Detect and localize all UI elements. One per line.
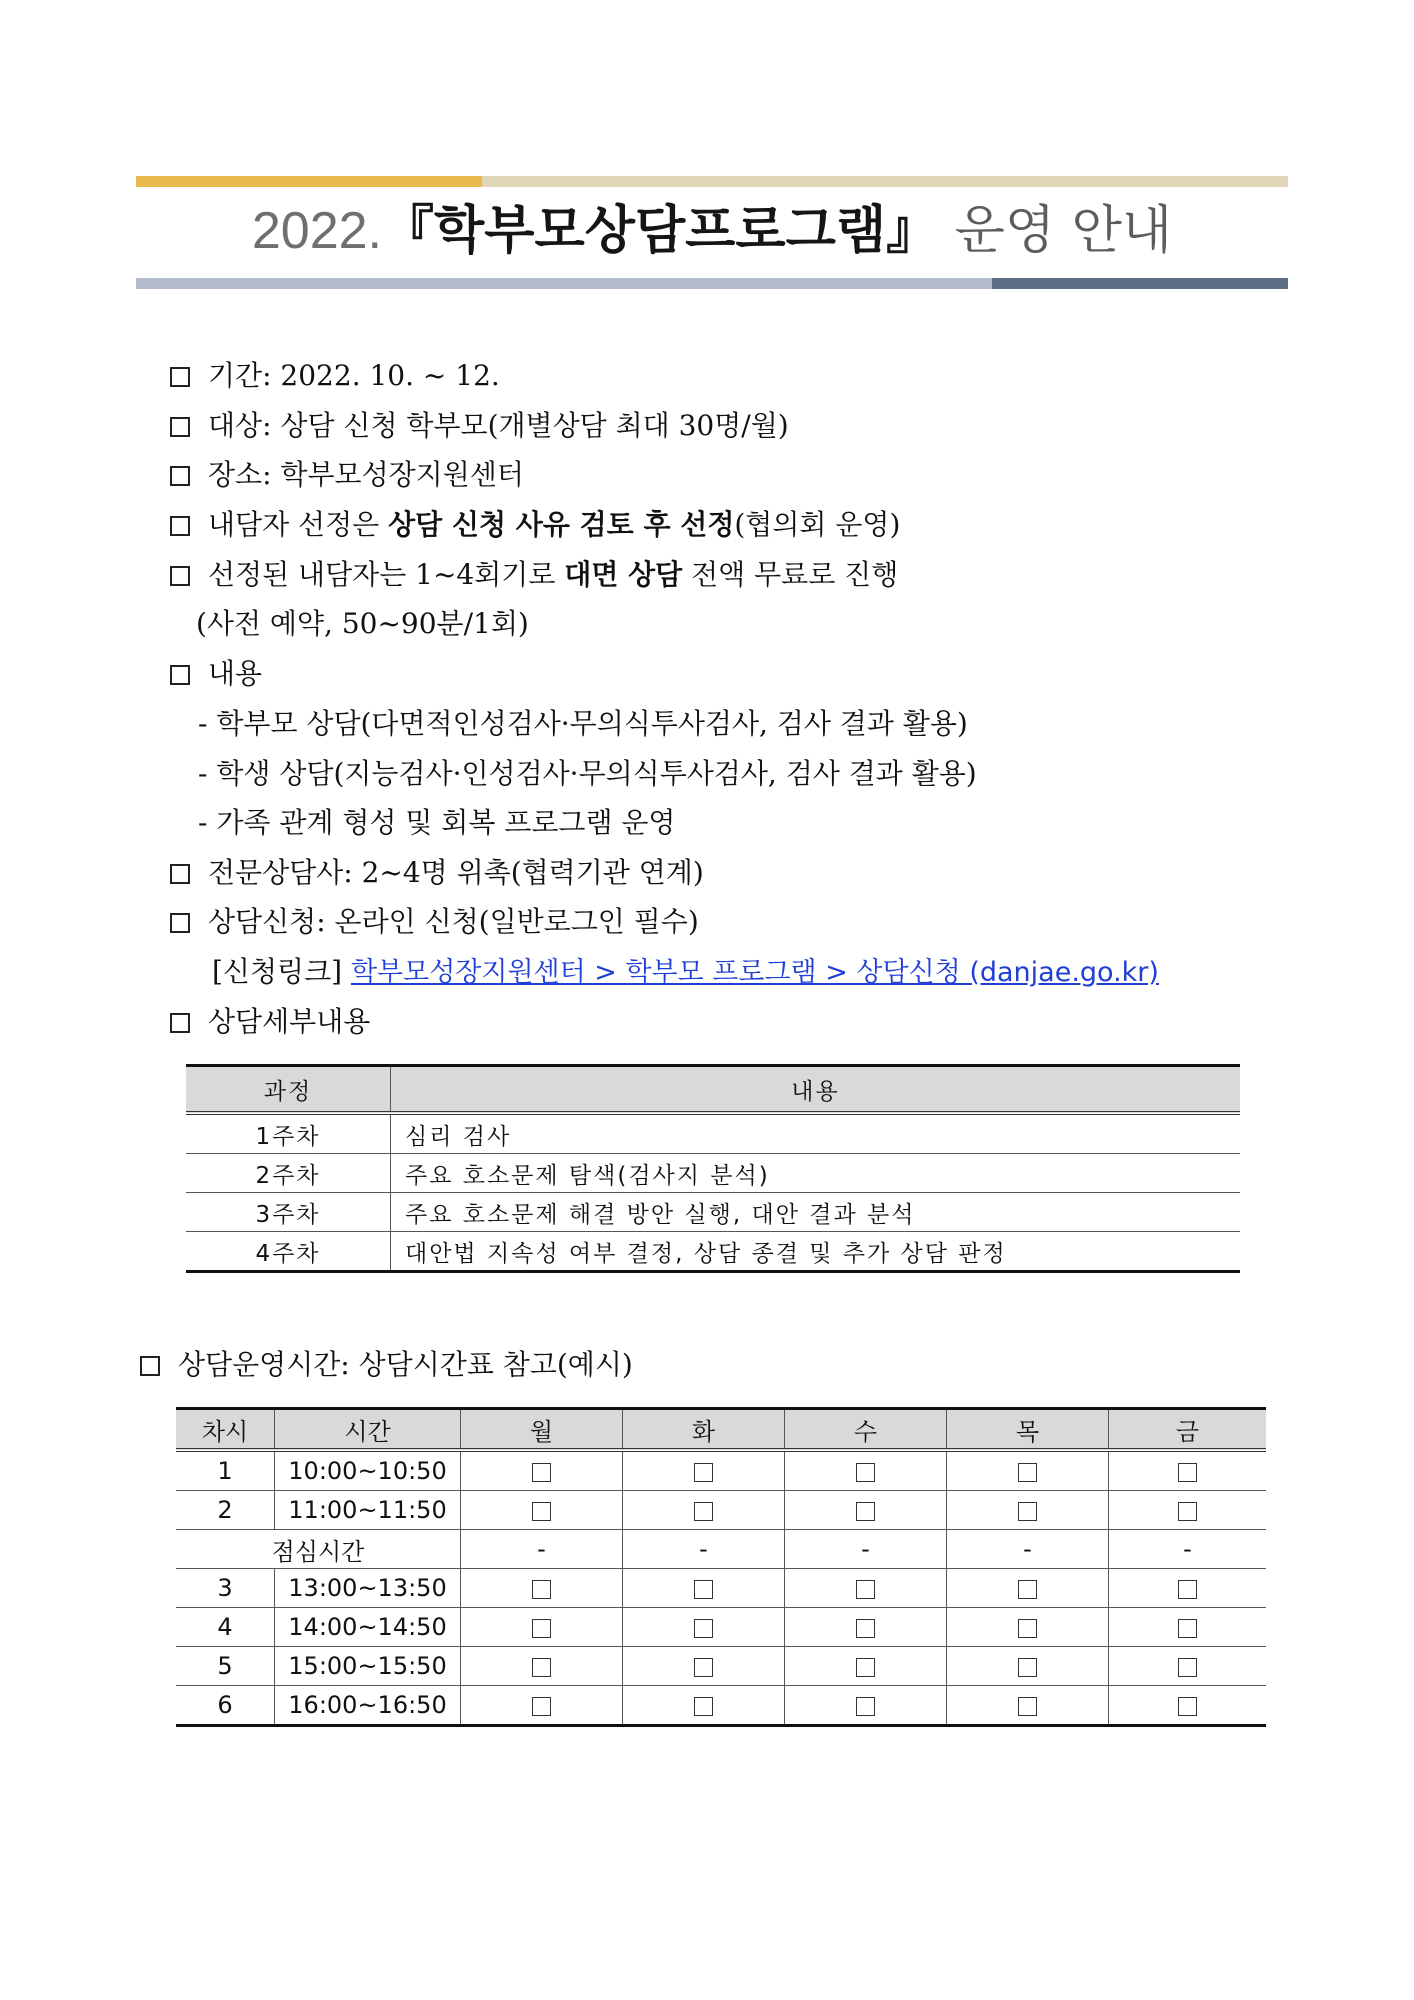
item-target: 대상: 상담 신청 학부모(개별상담 최대 30명/월) — [170, 406, 789, 446]
slot-checkbox[interactable] — [1018, 1658, 1037, 1677]
item-place: 장소: 학부모성장지원센터 — [170, 455, 524, 495]
slot-checkbox[interactable] — [1018, 1619, 1037, 1638]
content-cell: 대안법 지속성 여부 결정, 상담 종결 및 추가 상담 판정 — [391, 1232, 1241, 1272]
session-number: 5 — [176, 1647, 275, 1686]
bottom-bar-light — [136, 278, 992, 289]
content-cell: 주요 호소문제 해결 방안 실행, 대안 결과 분석 — [391, 1193, 1241, 1232]
week-cell: 1주차 — [186, 1113, 391, 1154]
item-period: 기간: 2022. 10. ~ 12. — [170, 356, 500, 396]
slot-checkbox[interactable] — [532, 1463, 551, 1482]
slot-checkbox[interactable] — [1018, 1502, 1037, 1521]
slot-checkbox[interactable] — [1178, 1658, 1197, 1677]
schedule-header — [176, 1409, 1266, 1451]
slot-checkbox[interactable] — [856, 1658, 875, 1677]
slot-checkbox[interactable] — [856, 1619, 875, 1638]
lunch-label: 점심시간 — [176, 1530, 461, 1569]
session-time: 10:00~10:50 — [275, 1450, 461, 1491]
slot-checkbox[interactable] — [694, 1580, 713, 1599]
table-row — [186, 1232, 1240, 1272]
item-counselors: 전문상담사: 2~4명 위촉(협력기관 연계) — [170, 853, 704, 893]
checkbox-bullet-icon — [170, 466, 190, 486]
lunch-mark: - — [1109, 1530, 1267, 1569]
slot-checkbox[interactable] — [1178, 1502, 1197, 1521]
session-time: 15:00~15:50 — [275, 1647, 461, 1686]
title-main: 『학부모상담프로그램』 — [382, 201, 939, 261]
item-content-title: 내용 — [170, 654, 262, 694]
slot-checkbox[interactable] — [856, 1697, 875, 1716]
slot-checkbox[interactable] — [1018, 1580, 1037, 1599]
checkbox-bullet-icon — [140, 1356, 160, 1376]
slot-checkbox[interactable] — [1178, 1619, 1197, 1638]
lunch-mark: - — [785, 1530, 947, 1569]
top-bar-gold — [136, 176, 482, 187]
session-time: 16:00~16:50 — [275, 1686, 461, 1726]
slot-checkbox[interactable] — [1018, 1463, 1037, 1482]
session-number: 1 — [176, 1450, 275, 1491]
table-row — [186, 1154, 1240, 1193]
slot-checkbox[interactable] — [856, 1463, 875, 1482]
session-number: 4 — [176, 1608, 275, 1647]
slot-checkbox[interactable] — [856, 1502, 875, 1521]
lunch-mark: - — [623, 1530, 785, 1569]
header-cell: 금 — [1109, 1409, 1267, 1451]
slot-checkbox[interactable] — [1178, 1580, 1197, 1599]
title-year: 2022. — [251, 202, 383, 260]
schedule-row — [176, 1686, 1266, 1726]
session-time: 13:00~13:50 — [275, 1569, 461, 1608]
header-cell: 차시 — [176, 1409, 275, 1451]
header-cell: 목 — [947, 1409, 1109, 1451]
item-free: 선정된 내담자는 1~4회기로 대면 상담 전액 무료로 진행 — [170, 555, 898, 595]
header-cell: 시간 — [275, 1409, 461, 1451]
header-cell: 과정 — [186, 1066, 391, 1114]
item-detail-title: 상담세부내용 — [170, 1002, 370, 1042]
header-cell: 월 — [461, 1409, 623, 1451]
slot-checkbox[interactable] — [694, 1502, 713, 1521]
checkbox-bullet-icon — [170, 864, 190, 884]
checkbox-bullet-icon — [170, 367, 190, 387]
session-number: 3 — [176, 1569, 275, 1608]
item-selection: 내담자 선정은 상담 신청 사유 검토 후 선정(협의회 운영) — [170, 505, 900, 545]
bottom-bar-slate — [992, 278, 1288, 289]
slot-checkbox[interactable] — [532, 1502, 551, 1521]
slot-checkbox[interactable] — [694, 1658, 713, 1677]
slot-checkbox[interactable] — [856, 1580, 875, 1599]
week-cell: 4주차 — [186, 1232, 391, 1272]
apply-link[interactable]: 학부모성장지원센터 > 학부모 프로그램 > 상담신청 (danjae.go.kr) — [350, 957, 1159, 988]
session-time: 11:00~11:50 — [275, 1491, 461, 1530]
top-bar-beige — [482, 176, 1288, 187]
schedule-title: 상담운영시간: 상담시간표 참고(예시) — [140, 1345, 633, 1385]
lunch-mark: - — [947, 1530, 1109, 1569]
content-item: - 학생 상담(지능검사·인성검사·무의식투사검사, 검사 결과 활용) — [198, 757, 977, 790]
schedule-row — [176, 1608, 1266, 1647]
table-row — [186, 1193, 1240, 1232]
item-apply: 상담신청: 온라인 신청(일반로그인 필수) — [170, 902, 699, 942]
week-cell: 3주차 — [186, 1193, 391, 1232]
slot-checkbox[interactable] — [1178, 1697, 1197, 1716]
slot-checkbox[interactable] — [694, 1697, 713, 1716]
title-tail: 운영 안내 — [938, 201, 1173, 261]
slot-checkbox[interactable] — [532, 1619, 551, 1638]
checkbox-bullet-icon — [170, 417, 190, 437]
content-item: - 가족 관계 형성 및 회복 프로그램 운영 — [198, 806, 676, 839]
schedule-row — [176, 1569, 1266, 1608]
header-cell: 수 — [785, 1409, 947, 1451]
schedule-row — [176, 1450, 1266, 1491]
header-cell: 내용 — [391, 1066, 1241, 1114]
slot-checkbox[interactable] — [694, 1619, 713, 1638]
checkbox-bullet-icon — [170, 665, 190, 685]
slot-checkbox[interactable] — [694, 1463, 713, 1482]
schedule-row — [176, 1491, 1266, 1530]
checkbox-bullet-icon — [170, 566, 190, 586]
item-apply-link: [신청링크] 학부모성장지원센터 > 학부모 프로그램 > 상담신청 (danjae.go.kr) — [212, 955, 1159, 988]
checkbox-bullet-icon — [170, 516, 190, 536]
header-cell: 화 — [623, 1409, 785, 1451]
session-number: 6 — [176, 1686, 275, 1726]
schedule-row — [176, 1647, 1266, 1686]
item-free-note: (사전 예약, 50~90분/1회) — [196, 607, 529, 640]
checkbox-bullet-icon — [170, 1013, 190, 1033]
session-number: 2 — [176, 1491, 275, 1530]
slot-checkbox[interactable] — [532, 1658, 551, 1677]
content-cell: 심리 검사 — [391, 1113, 1241, 1154]
page-title — [136, 196, 1288, 266]
lunch-mark: - — [461, 1530, 623, 1569]
content-item: - 학부모 상담(다면적인성검사·무의식투사검사, 검사 결과 활용) — [198, 707, 968, 740]
detail-table-header — [186, 1066, 1240, 1114]
slot-checkbox[interactable] — [1018, 1697, 1037, 1716]
table-row — [186, 1113, 1240, 1154]
schedule-table — [176, 1407, 1266, 1727]
checkbox-bullet-icon — [170, 913, 190, 933]
content-cell: 주요 호소문제 탐색(검사지 분석) — [391, 1154, 1241, 1193]
detail-table — [186, 1064, 1240, 1273]
lunch-row — [176, 1530, 1266, 1569]
week-cell: 2주차 — [186, 1154, 391, 1193]
slot-checkbox[interactable] — [532, 1697, 551, 1716]
slot-checkbox[interactable] — [1178, 1463, 1197, 1482]
session-time: 14:00~14:50 — [275, 1608, 461, 1647]
slot-checkbox[interactable] — [532, 1580, 551, 1599]
